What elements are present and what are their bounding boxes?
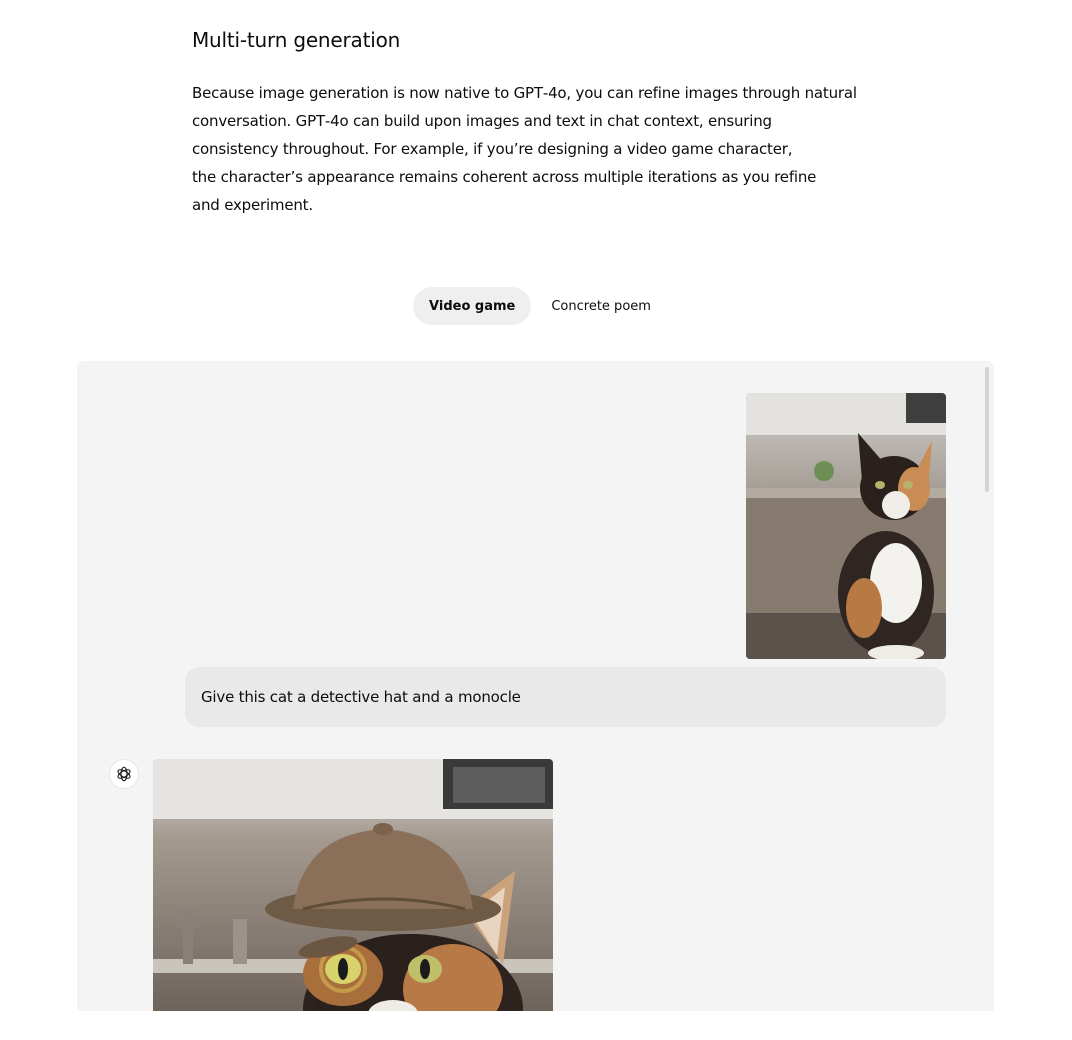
section-body <box>192 79 892 219</box>
body-line: consistency throughout. For example, if you’re designing a video game character, <box>192 140 793 158</box>
example-tabs <box>0 287 1072 325</box>
tab-concrete-poem[interactable]: Concrete poem <box>551 298 651 314</box>
section-title: Multi-turn generation <box>192 28 401 52</box>
chat-panel[interactable] <box>77 361 994 1011</box>
openai-logo-icon <box>115 765 133 783</box>
detective-cat-image-icon <box>153 759 553 1011</box>
assistant-avatar <box>109 759 139 789</box>
calico-cat-photo-icon <box>746 393 946 659</box>
body-line: Because image generation is now native to GPT‑4o, you can refine images through natural <box>192 84 857 102</box>
scrollbar[interactable] <box>985 367 989 492</box>
body-line: and experiment. <box>192 196 313 214</box>
tab-video-game[interactable]: Video game <box>413 287 531 325</box>
body-line: the character’s appearance remains coherent across multiple iterations as you refine <box>192 168 817 186</box>
assistant-generated-image <box>153 759 553 1011</box>
user-message-text: Give this cat a detective hat and a monocle <box>201 688 521 706</box>
user-uploaded-image <box>746 393 946 659</box>
body-line: conversation. GPT‑4o can build upon images and text in chat context, ensuring <box>192 112 772 130</box>
user-message-bubble <box>185 667 946 727</box>
